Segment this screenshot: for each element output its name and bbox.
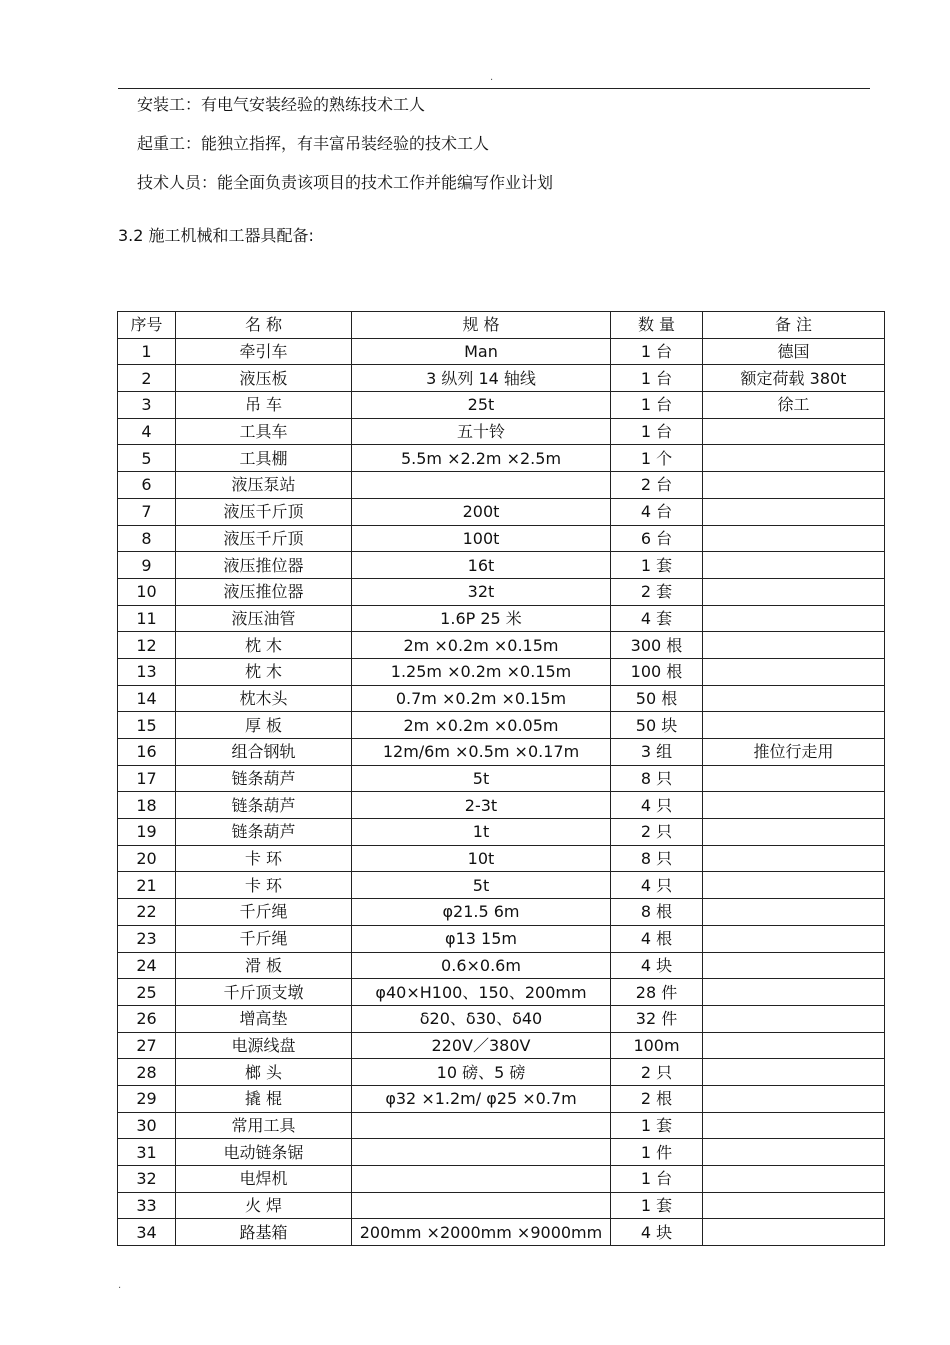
cell-spec: 5t (352, 872, 611, 899)
cell-spec: 12m/6m ×0.5m ×0.17m (352, 739, 611, 766)
cell-quantity: 50 根 (611, 685, 703, 712)
cell-name: 液压千斤顶 (176, 525, 352, 552)
cell-name: 工具棚 (176, 445, 352, 472)
table-row (118, 392, 885, 419)
cell-index: 7 (118, 498, 176, 525)
cell-quantity: 8 只 (611, 765, 703, 792)
cell-spec: δ20、δ30、δ40 (352, 1005, 611, 1032)
cell-name: 电焊机 (176, 1166, 352, 1193)
cell-index: 33 (118, 1192, 176, 1219)
cell-index: 10 (118, 578, 176, 605)
cell-quantity: 1 台 (611, 418, 703, 445)
cell-remark (703, 899, 885, 926)
table-row (118, 1139, 885, 1166)
cell-remark (703, 498, 885, 525)
cell-quantity: 8 只 (611, 845, 703, 872)
cell-spec: 5.5m ×2.2m ×2.5m (352, 445, 611, 472)
table-row (118, 472, 885, 499)
cell-name: 液压推位器 (176, 578, 352, 605)
cell-remark (703, 1139, 885, 1166)
cell-name: 千斤绳 (176, 925, 352, 952)
cell-index: 25 (118, 979, 176, 1006)
cell-index: 5 (118, 445, 176, 472)
table-row (118, 685, 885, 712)
cell-name: 链条葫芦 (176, 792, 352, 819)
cell-spec: 0.7m ×0.2m ×0.15m (352, 685, 611, 712)
cell-remark (703, 845, 885, 872)
cell-quantity: 4 台 (611, 498, 703, 525)
cell-remark (703, 1032, 885, 1059)
cell-spec: 16t (352, 552, 611, 579)
cell-remark: 徐工 (703, 392, 885, 419)
cell-spec: 32t (352, 578, 611, 605)
cell-spec (352, 1139, 611, 1166)
header-index: 序号 (118, 312, 176, 339)
cell-remark (703, 1192, 885, 1219)
cell-name: 卡 环 (176, 845, 352, 872)
table-row (118, 1085, 885, 1112)
cell-spec: 2m ×0.2m ×0.15m (352, 632, 611, 659)
cell-index: 6 (118, 472, 176, 499)
cell-spec: 100t (352, 525, 611, 552)
table-row (118, 1166, 885, 1193)
table-row (118, 1112, 885, 1139)
table-row (118, 765, 885, 792)
cell-quantity: 4 根 (611, 925, 703, 952)
cell-quantity: 1 台 (611, 338, 703, 365)
footer-mark: . (118, 1280, 122, 1291)
cell-name: 组合钢轨 (176, 739, 352, 766)
table-row (118, 1219, 885, 1246)
cell-index: 17 (118, 765, 176, 792)
cell-spec (352, 1112, 611, 1139)
cell-name: 撬 棍 (176, 1085, 352, 1112)
cell-quantity: 8 根 (611, 899, 703, 926)
table-row (118, 872, 885, 899)
table-row (118, 819, 885, 846)
cell-name: 电源线盘 (176, 1032, 352, 1059)
cell-quantity: 4 块 (611, 1219, 703, 1246)
cell-quantity: 3 组 (611, 739, 703, 766)
cell-remark: 推位行走用 (703, 739, 885, 766)
header-spec: 规 格 (352, 312, 611, 339)
table-row (118, 525, 885, 552)
cell-spec: φ32 ×1.2m/ φ25 ×0.7m (352, 1085, 611, 1112)
cell-remark (703, 605, 885, 632)
table-row (118, 952, 885, 979)
cell-index: 27 (118, 1032, 176, 1059)
cell-quantity: 6 台 (611, 525, 703, 552)
cell-index: 24 (118, 952, 176, 979)
cell-name: 千斤顶支墩 (176, 979, 352, 1006)
cell-name: 枕 木 (176, 632, 352, 659)
cell-quantity: 1 套 (611, 1112, 703, 1139)
cell-spec (352, 1166, 611, 1193)
cell-name: 液压推位器 (176, 552, 352, 579)
header-remark: 备 注 (703, 312, 885, 339)
cell-spec: 1t (352, 819, 611, 846)
cell-index: 21 (118, 872, 176, 899)
paragraph-installer: 安装工：有电气安装经验的熟练技术工人 (137, 95, 426, 114)
cell-index: 28 (118, 1059, 176, 1086)
table-row (118, 338, 885, 365)
cell-spec: 200mm ×2000mm ×9000mm (352, 1219, 611, 1246)
table-body (118, 338, 885, 1245)
cell-remark (703, 472, 885, 499)
table-row (118, 1059, 885, 1086)
cell-remark (703, 1219, 885, 1246)
cell-index: 16 (118, 739, 176, 766)
cell-quantity: 1 台 (611, 392, 703, 419)
cell-quantity: 1 套 (611, 1192, 703, 1219)
cell-spec: 10t (352, 845, 611, 872)
cell-quantity: 1 个 (611, 445, 703, 472)
paragraph-rigger: 起重工：能独立指挥，有丰富吊装经验的技术工人 (137, 134, 490, 153)
table-row (118, 1032, 885, 1059)
cell-spec: 五十铃 (352, 418, 611, 445)
cell-index: 9 (118, 552, 176, 579)
cell-name: 滑 板 (176, 952, 352, 979)
table-row (118, 1192, 885, 1219)
cell-quantity: 1 件 (611, 1139, 703, 1166)
header-mark: . (490, 72, 494, 83)
cell-quantity: 2 只 (611, 819, 703, 846)
cell-index: 3 (118, 392, 176, 419)
table-row (118, 365, 885, 392)
cell-index: 34 (118, 1219, 176, 1246)
cell-quantity: 50 块 (611, 712, 703, 739)
table-row (118, 418, 885, 445)
table-row (118, 578, 885, 605)
cell-quantity: 2 根 (611, 1085, 703, 1112)
table-row (118, 632, 885, 659)
cell-index: 32 (118, 1166, 176, 1193)
table-row (118, 739, 885, 766)
table-row (118, 445, 885, 472)
cell-spec: 5t (352, 765, 611, 792)
cell-index: 14 (118, 685, 176, 712)
cell-spec (352, 472, 611, 499)
cell-name: 液压千斤顶 (176, 498, 352, 525)
cell-quantity: 32 件 (611, 1005, 703, 1032)
table-row (118, 979, 885, 1006)
cell-name: 工具车 (176, 418, 352, 445)
cell-remark (703, 952, 885, 979)
cell-quantity: 1 套 (611, 552, 703, 579)
cell-index: 30 (118, 1112, 176, 1139)
header-rule (118, 88, 870, 89)
cell-spec: 2m ×0.2m ×0.05m (352, 712, 611, 739)
cell-spec: φ40×H100、150、200mm (352, 979, 611, 1006)
cell-spec: 200t (352, 498, 611, 525)
cell-quantity: 2 套 (611, 578, 703, 605)
cell-name: 电动链条锯 (176, 1139, 352, 1166)
cell-remark (703, 979, 885, 1006)
cell-remark (703, 1005, 885, 1032)
cell-index: 8 (118, 525, 176, 552)
cell-remark (703, 685, 885, 712)
cell-index: 13 (118, 658, 176, 685)
cell-name: 链条葫芦 (176, 819, 352, 846)
cell-spec: 0.6×0.6m (352, 952, 611, 979)
cell-spec: φ13 15m (352, 925, 611, 952)
cell-index: 31 (118, 1139, 176, 1166)
cell-name: 吊 车 (176, 392, 352, 419)
cell-spec: 1.25m ×0.2m ×0.15m (352, 658, 611, 685)
cell-index: 15 (118, 712, 176, 739)
cell-name: 牵引车 (176, 338, 352, 365)
cell-quantity: 1 台 (611, 1166, 703, 1193)
table-row (118, 925, 885, 952)
cell-index: 18 (118, 792, 176, 819)
table-row (118, 845, 885, 872)
cell-spec: 3 纵列 14 轴线 (352, 365, 611, 392)
cell-name: 链条葫芦 (176, 765, 352, 792)
header-quantity: 数 量 (611, 312, 703, 339)
table-row (118, 498, 885, 525)
cell-remark (703, 552, 885, 579)
cell-remark (703, 578, 885, 605)
cell-remark (703, 925, 885, 952)
cell-name: 液压油管 (176, 605, 352, 632)
cell-remark: 额定荷载 380t (703, 365, 885, 392)
cell-spec: 25t (352, 392, 611, 419)
cell-quantity: 100m (611, 1032, 703, 1059)
cell-index: 26 (118, 1005, 176, 1032)
table-header-row (118, 312, 885, 339)
cell-remark (703, 712, 885, 739)
table-row (118, 605, 885, 632)
cell-index: 1 (118, 338, 176, 365)
cell-spec: 10 磅、5 磅 (352, 1059, 611, 1086)
cell-index: 22 (118, 899, 176, 926)
cell-remark (703, 418, 885, 445)
cell-quantity: 2 只 (611, 1059, 703, 1086)
cell-spec: 220V／380V (352, 1032, 611, 1059)
cell-remark (703, 765, 885, 792)
cell-remark (703, 1112, 885, 1139)
cell-quantity: 4 只 (611, 792, 703, 819)
cell-index: 2 (118, 365, 176, 392)
cell-remark (703, 1059, 885, 1086)
cell-remark (703, 872, 885, 899)
section-title: 3.2 施工机械和工器具配备: (118, 226, 314, 245)
table-row (118, 1005, 885, 1032)
cell-index: 29 (118, 1085, 176, 1112)
cell-name: 路基箱 (176, 1219, 352, 1246)
cell-quantity: 1 台 (611, 365, 703, 392)
cell-spec: Man (352, 338, 611, 365)
table-row (118, 792, 885, 819)
cell-quantity: 4 套 (611, 605, 703, 632)
cell-name: 液压板 (176, 365, 352, 392)
cell-remark (703, 819, 885, 846)
table-row (118, 899, 885, 926)
cell-name: 常用工具 (176, 1112, 352, 1139)
cell-remark (703, 658, 885, 685)
cell-name: 榔 头 (176, 1059, 352, 1086)
cell-spec: 2-3t (352, 792, 611, 819)
cell-remark (703, 1085, 885, 1112)
cell-spec: 1.6P 25 米 (352, 605, 611, 632)
equipment-table (117, 311, 885, 1246)
cell-index: 23 (118, 925, 176, 952)
cell-remark (703, 632, 885, 659)
cell-index: 11 (118, 605, 176, 632)
paragraph-technician: 技术人员：能全面负责该项目的技术工作并能编写作业计划 (137, 173, 554, 192)
cell-remark (703, 1166, 885, 1193)
cell-spec (352, 1192, 611, 1219)
cell-quantity: 4 块 (611, 952, 703, 979)
cell-name: 火 焊 (176, 1192, 352, 1219)
table-row (118, 552, 885, 579)
cell-index: 20 (118, 845, 176, 872)
cell-remark (703, 525, 885, 552)
cell-quantity: 28 件 (611, 979, 703, 1006)
cell-index: 4 (118, 418, 176, 445)
table-row (118, 712, 885, 739)
cell-remark: 德国 (703, 338, 885, 365)
cell-quantity: 300 根 (611, 632, 703, 659)
header-name: 名 称 (176, 312, 352, 339)
cell-name: 千斤绳 (176, 899, 352, 926)
cell-spec: φ21.5 6m (352, 899, 611, 926)
cell-remark (703, 792, 885, 819)
table-row (118, 658, 885, 685)
cell-remark (703, 445, 885, 472)
cell-index: 19 (118, 819, 176, 846)
cell-name: 卡 环 (176, 872, 352, 899)
cell-quantity: 2 台 (611, 472, 703, 499)
cell-name: 厚 板 (176, 712, 352, 739)
cell-name: 增高垫 (176, 1005, 352, 1032)
cell-name: 枕 木 (176, 658, 352, 685)
cell-quantity: 100 根 (611, 658, 703, 685)
cell-name: 枕木头 (176, 685, 352, 712)
cell-quantity: 4 只 (611, 872, 703, 899)
cell-index: 12 (118, 632, 176, 659)
cell-name: 液压泵站 (176, 472, 352, 499)
